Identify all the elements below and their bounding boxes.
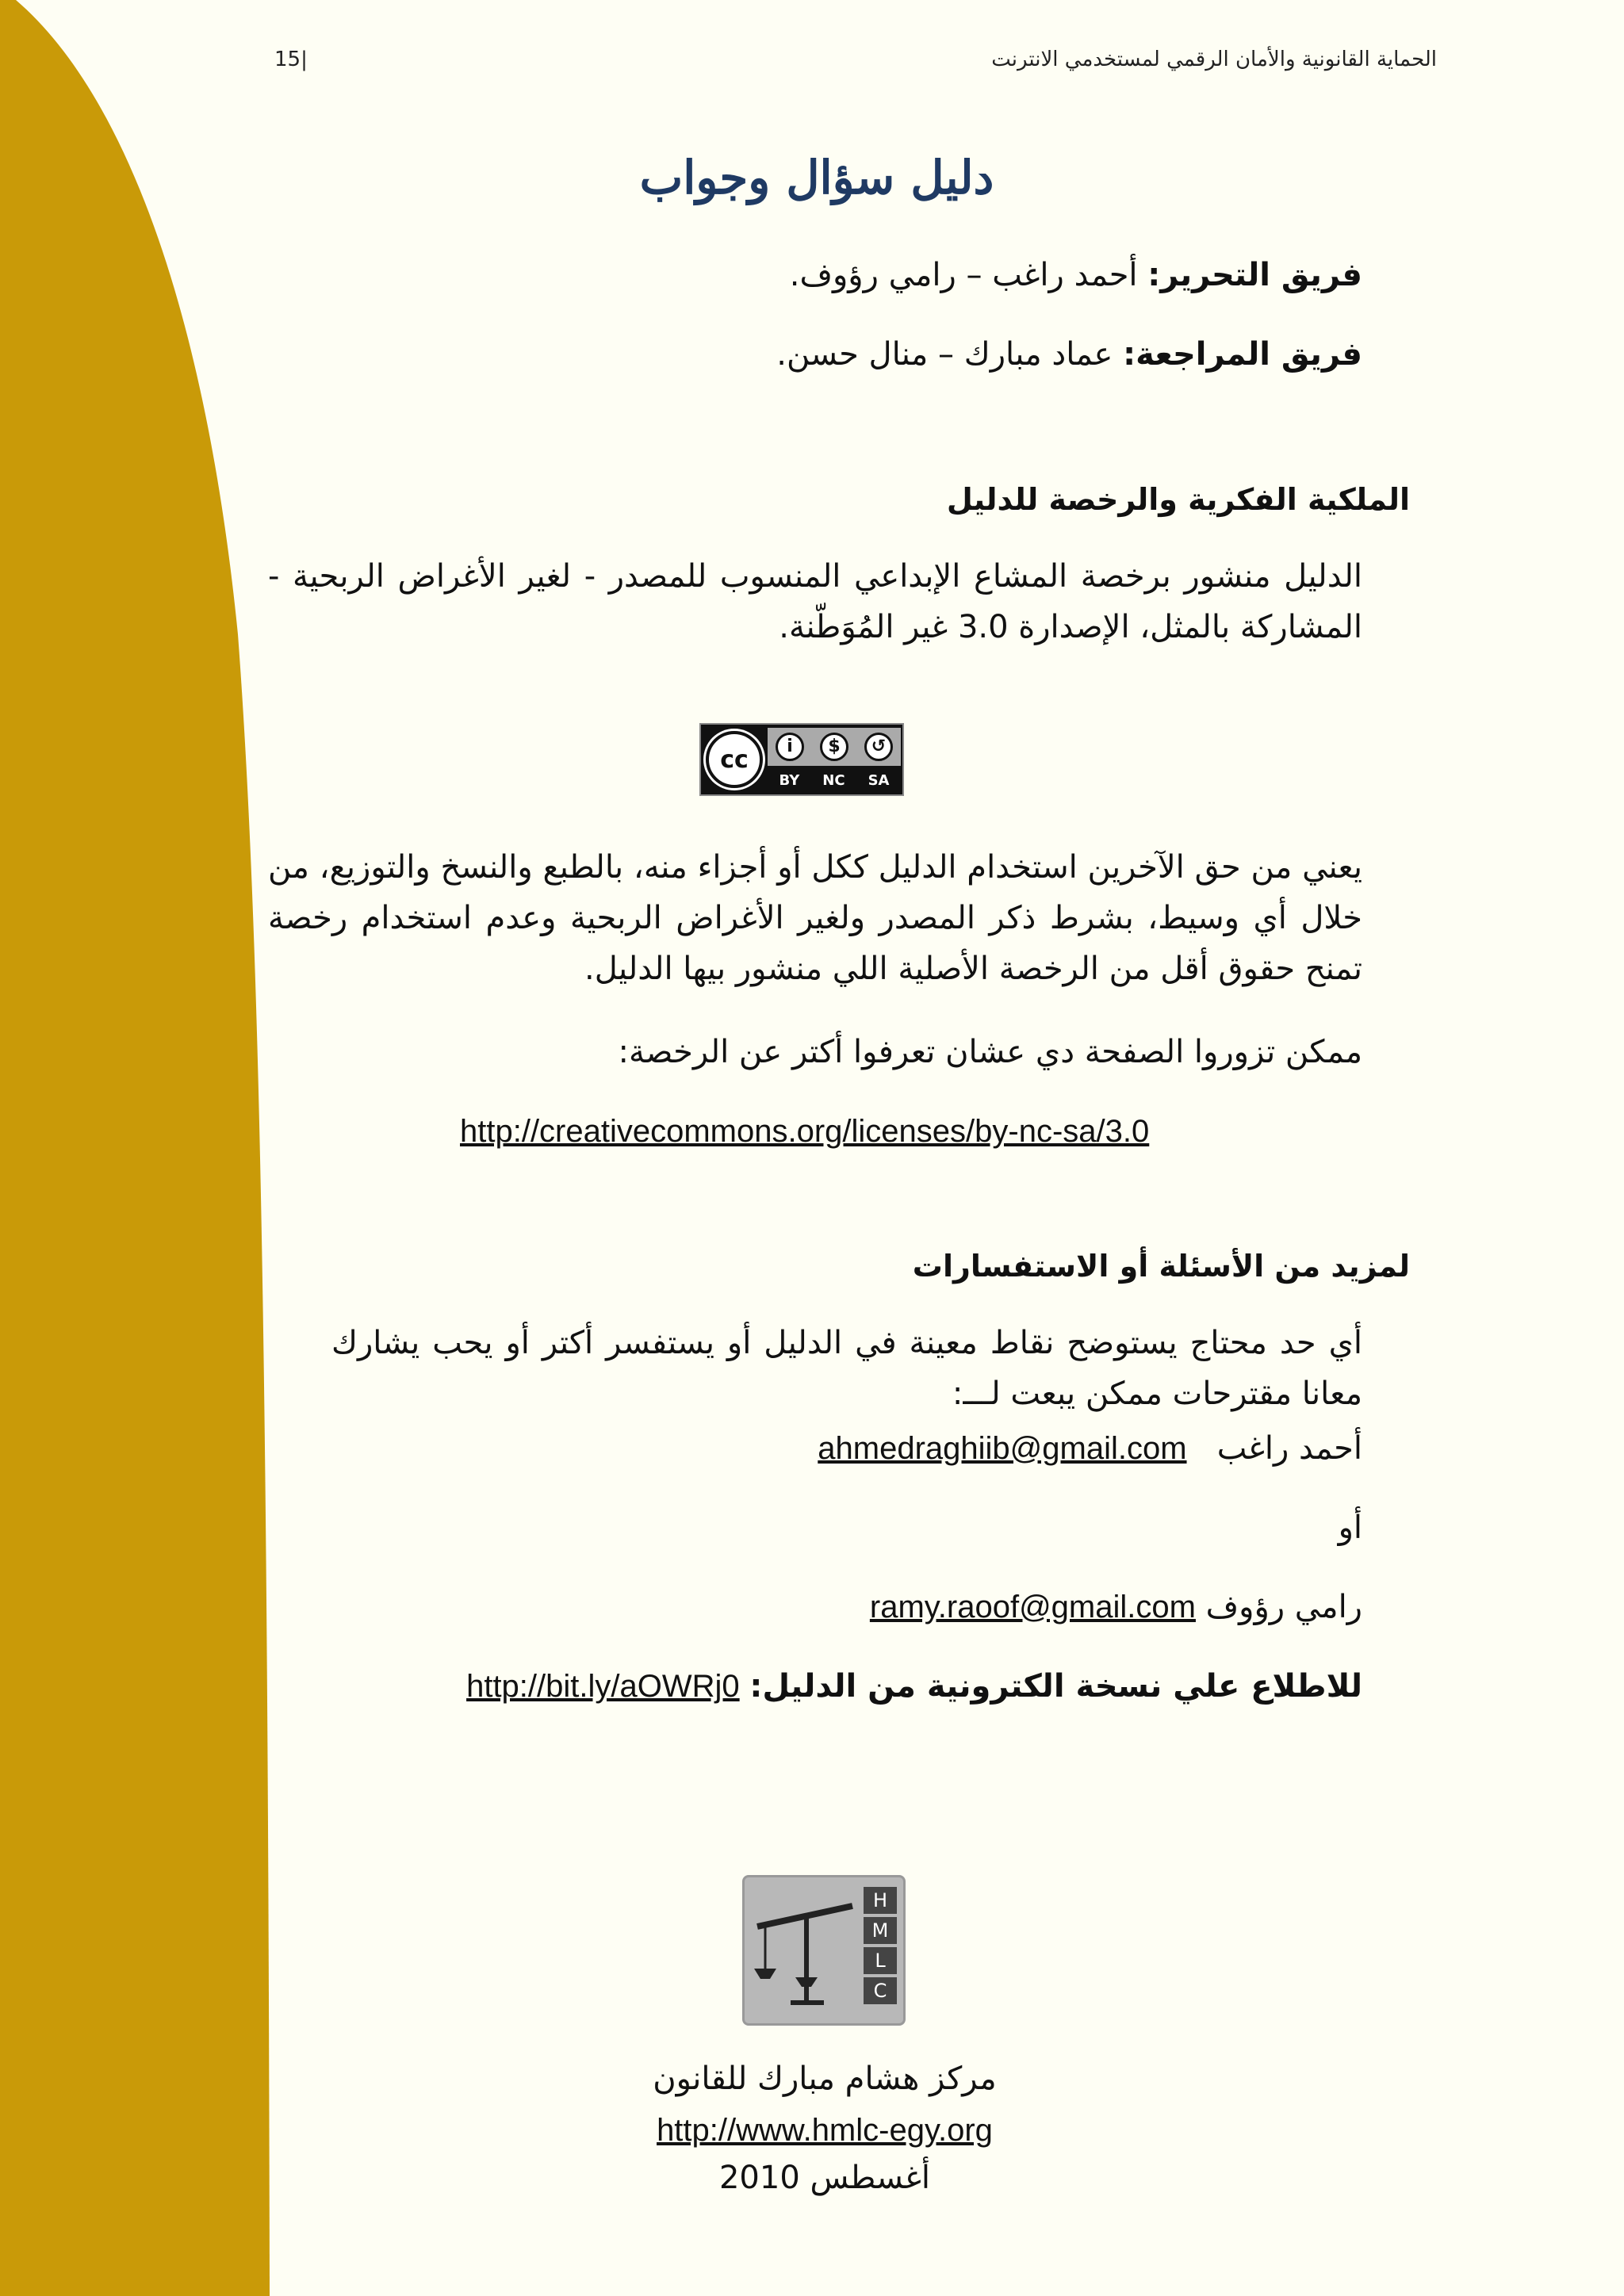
scales-of-justice-icon [751, 1893, 854, 2012]
contact-person-2-name: رامي رؤوف [1205, 1589, 1362, 1625]
noncommercial-icon: $ [820, 733, 848, 761]
contact-person-1-name: أحمد راغب [1216, 1430, 1362, 1467]
publication-date: أغسطس 2010 [718, 2160, 931, 2196]
cc-license-badge[interactable] [699, 723, 904, 796]
contact-person-1 [818, 1423, 1362, 1474]
ecopy-line [466, 1661, 1362, 1712]
license-visit-text: ممكن تزوروا الصفحة دي عشان تعرفوا أكتر عن الرخصة: [618, 1034, 1362, 1070]
editing-team-label: فريق التحرير: [1147, 257, 1362, 293]
contact-person-1-email[interactable]: ahmedraghiib@gmail.com [818, 1431, 1187, 1466]
editing-team-names: أحمد راغب – رامي رؤوف. [789, 257, 1148, 293]
org-url[interactable]: http://www.hmlc-egy.org [657, 2113, 993, 2148]
badge-label-nc: NC [822, 771, 845, 789]
license-heading: الملكية الفكرية والرخصة للدليل [946, 482, 1410, 517]
sharealike-icon: ↺ [864, 733, 893, 761]
license-explanation: يعني من حق الآخرين استخدام الدليل ككل أو أجزاء منه، بالطبع والنسخ والتوزيع، من خلال أي وسيط، بشرط ذكر المصدر ولغير الأغراض الربحية وعدم استخدام رخصة تمنح حقوق أقل من الرخصة الأصلية اللي منشور بيها الدليل. [268, 849, 1362, 987]
badge-label-by: BY [779, 771, 800, 789]
org-name: مركز هشام مبارك للقانون [653, 2061, 997, 2097]
cc-icons-strip [768, 728, 901, 766]
contact-person-2 [870, 1582, 1362, 1632]
logo-letter-l: L [864, 1947, 897, 1974]
hmlc-logo [742, 1875, 906, 2026]
logo-letter-h: H [864, 1887, 897, 1914]
badge-label-sa: SA [868, 771, 890, 789]
credits-editing [569, 250, 1362, 300]
cc-icon: cc [706, 731, 763, 788]
logo-letter-m: M [864, 1917, 897, 1944]
attribution-icon: i [776, 733, 804, 761]
contact-person-2-email[interactable]: ramy.raoof@gmail.com [869, 1590, 1196, 1624]
license-url-link[interactable] [460, 1106, 1149, 1157]
running-header-title: الحماية القانونية والأمان الرقمي لمستخدمي الانترنت [991, 48, 1437, 71]
license-url[interactable]: http://creativecommons.org/licenses/by-nc-sa/3.0 [460, 1114, 1150, 1149]
logo-letters [864, 1887, 897, 2004]
review-team-label: فريق المراجعة: [1123, 336, 1362, 373]
license-statement: الدليل منشور برخصة المشاع الإبداعي المنسوب للمصدر - لغير الأغراض الربحية - المشاركة بالمثل، الإصدارة 3.0 غير المُوَطّنة. [268, 558, 1362, 645]
page-title: دليل سؤال وجواب [639, 151, 994, 205]
review-team-names: عماد مبارك – منال حسن. [776, 336, 1124, 373]
ecopy-label: للاطلاع علي نسخة الكترونية من الدليل: [749, 1668, 1362, 1705]
page-number: 15| [274, 48, 308, 71]
contact-intro: أي حد محتاج يستوضح نقاط معينة في الدليل أو يستفسر أكتر أو يحب يشارك معانا مقترحات ممكن يبعت لـــ: [331, 1325, 1362, 1412]
ecopy-url[interactable]: http://bit.ly/aOWRj0 [466, 1669, 740, 1704]
contact-heading: لمزيد من الأسئلة أو الاستفسارات [912, 1249, 1410, 1284]
org-url-wrap [508, 2105, 1142, 2156]
credits-review [569, 329, 1362, 380]
logo-letter-c: C [864, 1977, 897, 2004]
cc-badge-labels [768, 769, 901, 791]
or-text: أو [1338, 1510, 1362, 1546]
decorative-side-band [0, 0, 270, 2296]
